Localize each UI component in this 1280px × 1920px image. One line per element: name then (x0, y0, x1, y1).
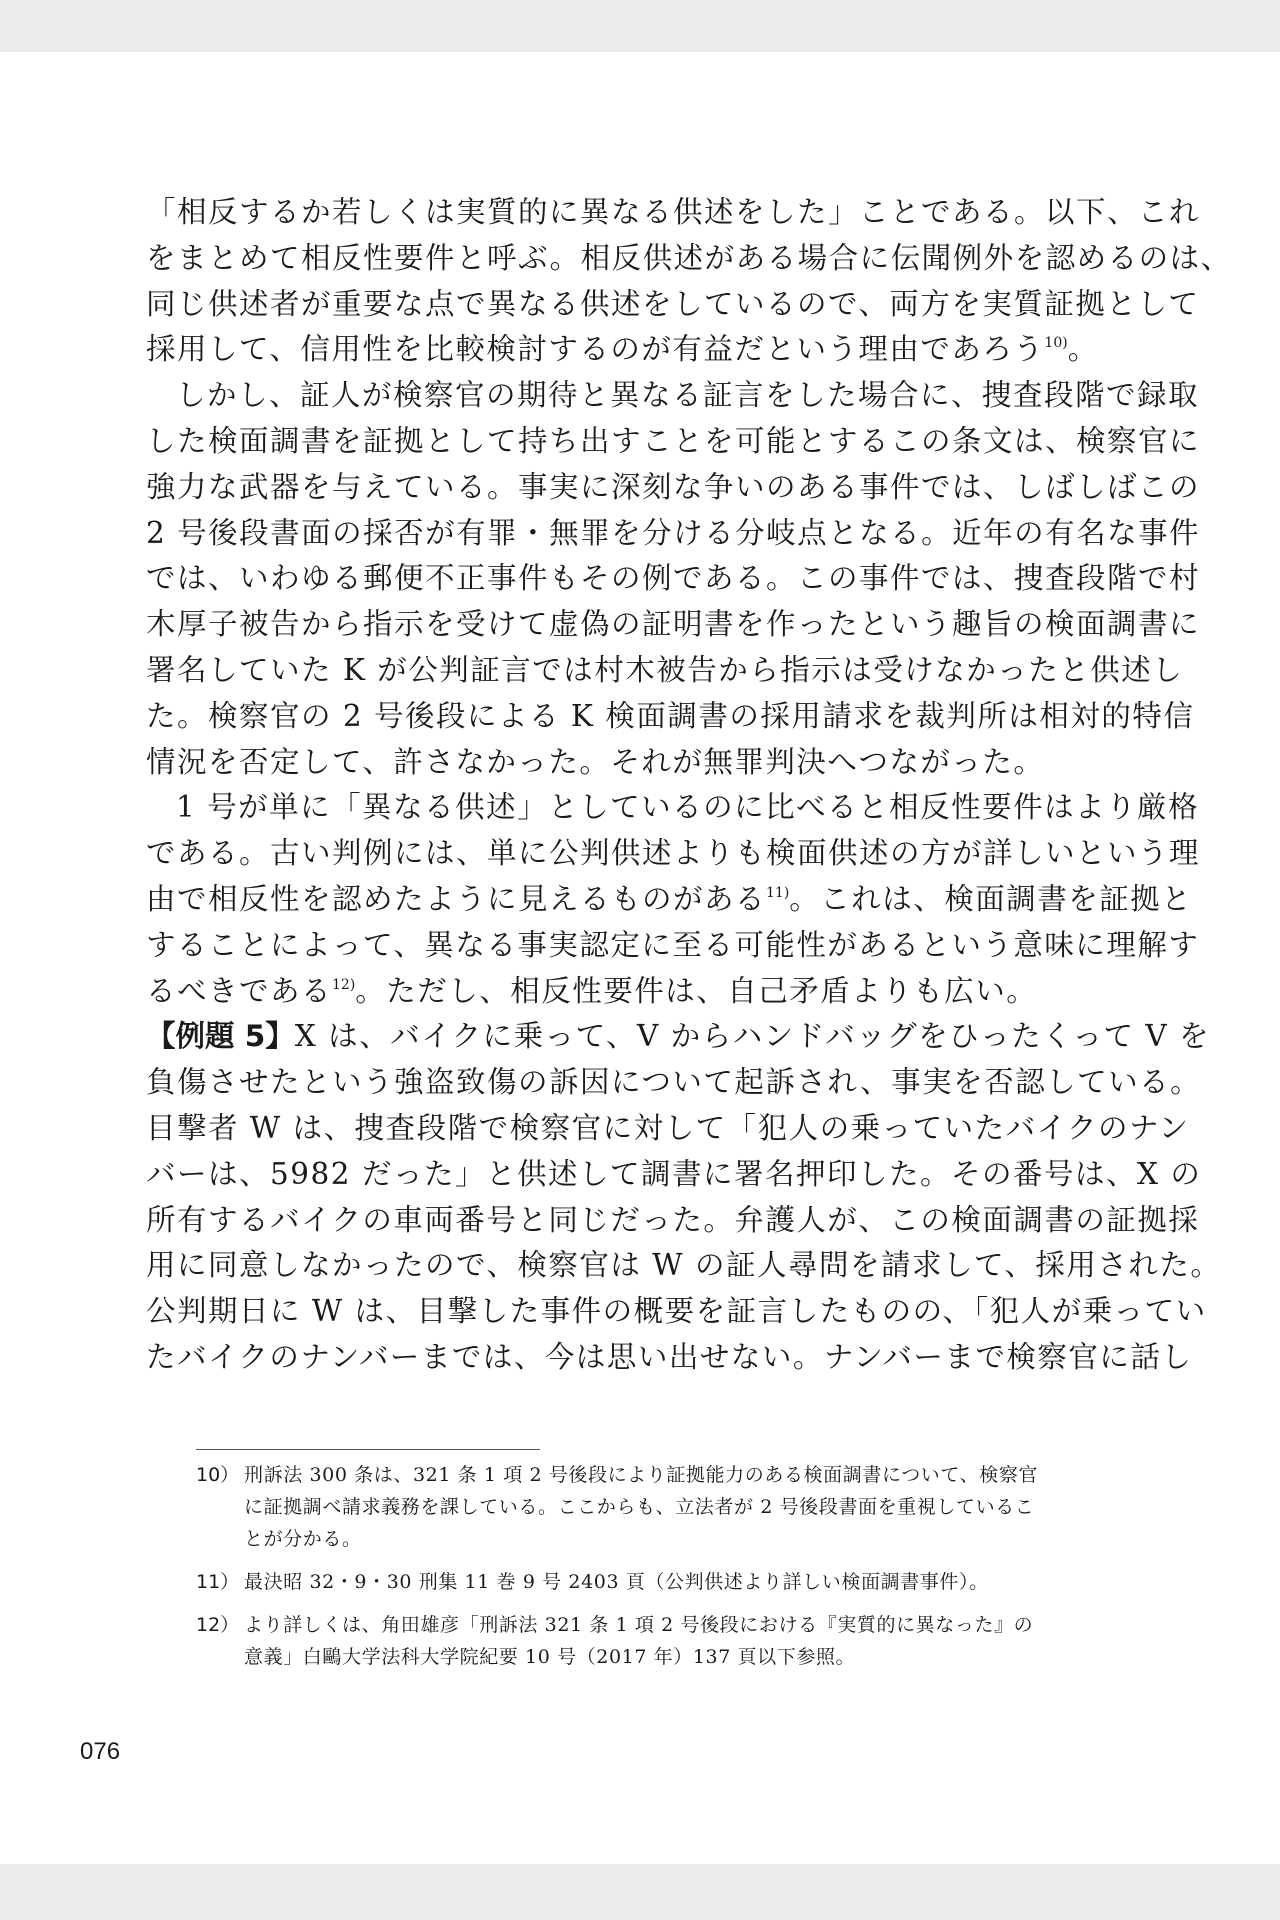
bottom-margin-band (0, 1864, 1280, 1920)
body-line (146, 1106, 1190, 1152)
body-line (146, 740, 1101, 786)
body-line (146, 648, 1184, 694)
footnote-line: 最決昭 32・9・30 刑集 11 巻 9 号 2403 頁（公判供述より詳しい検面調書事件）。 (244, 1571, 989, 1593)
body-line (146, 556, 1201, 602)
body-line-text-after: 。ただし、相反性要件は、自己矛盾よりも広い。 (355, 973, 1038, 1008)
example-tag: 【例題 5】 (146, 1019, 295, 1054)
body-line-text: るべきである (146, 973, 333, 1008)
body-line-text-after: 。これは、検面調書を証拠と (789, 881, 1193, 916)
body-line-text: 1 号が単に「異なる供述」としているのに比べると相反性要件はより厳格 (176, 790, 1200, 825)
body-line (146, 236, 1232, 282)
body-line-text: 同じ供述者が重要な点で異なる供述をしているので、両方を実質証拠として (146, 286, 1200, 321)
body-line (146, 1152, 1202, 1198)
body-line-text: 強力な武器を与えている。事実に深刻な争いのある事件では、しばしばこの (146, 469, 1201, 504)
body-line (146, 1289, 1207, 1335)
body-line-text: 公判期日に W は、目撃した事件の概要を証言したものの、「犯人が乗ってい (146, 1294, 1207, 1329)
body-line-text: 署名していた K が公判証言では村木被告から指示は受けなかったと供述し (146, 652, 1184, 687)
footnote-item (196, 1459, 1101, 1555)
body-line (146, 923, 1200, 969)
body-line-text: 「相反するか若しくは実質的に異なる供述をした」ことである。以下、これ (146, 195, 1201, 229)
body-line-text: 用に同意しなかったので、検察官は W の証人尋問を請求して、採用された。 (146, 1248, 1222, 1283)
body-line (146, 1014, 1211, 1060)
body-line (146, 511, 1201, 557)
body-line (146, 694, 1195, 740)
footnote-number: 11） (196, 1571, 240, 1593)
body-line (146, 1243, 1222, 1289)
footnote-item (196, 1566, 1101, 1598)
body-line-text: 情況を否定して、許さなかった。それが無罪判決へつながった。 (146, 744, 1045, 779)
footnote-line: に証拠調べ請求義務を課している。ここからも、立法者が 2 号後段書面を重視しているこ (244, 1496, 1035, 1518)
footnote-divider (196, 1449, 540, 1450)
body-line-text: した検面調書を証拠として持ち出すことを可能とするこの条文は、検察官に (146, 423, 1201, 458)
top-margin-band (0, 0, 1280, 52)
footnote-number: 10） (196, 1464, 240, 1486)
body-line (146, 877, 1193, 923)
footnote-reference[interactable]: 12) (332, 976, 356, 993)
body-line (146, 465, 1201, 511)
page-number: 076 (80, 1738, 121, 1765)
footnote-number: 12） (196, 1614, 240, 1636)
body-line (146, 969, 1101, 1015)
body-line (146, 282, 1200, 328)
body-line-text: X は、バイクに乗って、V からハンドバッグをひったくって V を (294, 1019, 1211, 1054)
footnote-reference[interactable]: 10) (1044, 335, 1068, 352)
body-line-text: では、いわゆる郵便不正事件もその例である。この事件では、捜査段階で村 (146, 561, 1201, 596)
body-line (146, 1060, 1202, 1106)
body-line-text: 目撃者 W は、捜査段階で検察官に対して「犯人の乗っていたバイクのナン (146, 1110, 1190, 1145)
body-line (146, 190, 1201, 236)
body-line (146, 327, 1101, 373)
body-line-text: である。古い判例には、単に公判供述よりも検面供述の方が詳しいという理 (146, 836, 1201, 871)
body-text (146, 190, 1232, 1381)
body-line-text: しかし、証人が検察官の期待と異なる証言をした場合に、捜査段階で録取 (176, 378, 1200, 413)
body-line (146, 373, 1200, 419)
body-line (146, 602, 1201, 648)
footnotes (196, 1459, 1101, 1684)
footnote-line: 意義」白鷗大学法科大学院紀要 10 号（2017 年）137 頁以下参照。 (244, 1646, 856, 1668)
body-line (146, 1335, 1193, 1381)
body-line (146, 1198, 1200, 1244)
footnote-item (196, 1609, 1101, 1673)
footnote-line: 刑訴法 300 条は、321 条 1 項 2 号後段により証拠能力のある検面調書について、検察官 (244, 1464, 1039, 1486)
body-line-text: バーは、5982 だった」と供述して調書に署名押印した。その番号は、X の (146, 1156, 1202, 1191)
body-line-text: をまとめて相反性要件と呼ぶ。相反供述がある場合に伝聞例外を認めるのは、 (146, 240, 1232, 275)
body-line-text: することによって、異なる事実認定に至る可能性があるという意味に理解す (146, 927, 1200, 962)
body-line-text: 2 号後段書面の採否が有罪・無罪を分ける分岐点となる。近年の有名な事件 (146, 515, 1201, 550)
body-line-text-after: 。 (1067, 332, 1099, 367)
footnote-line: とが分かる。 (244, 1528, 362, 1550)
footnote-reference[interactable]: 11) (766, 884, 790, 901)
body-line (146, 419, 1201, 465)
footnote-line: より詳しくは、角田雄彦「刑訴法 321 条 1 項 2 号後段における『実質的に異なった』の (244, 1614, 1034, 1636)
body-line (146, 831, 1201, 877)
body-line-text: 由で相反性を認めたように見えるものがある (146, 881, 767, 916)
body-line-text: 負傷させたという強盗致傷の訴因について起訴され、事実を否認している。 (146, 1065, 1202, 1100)
body-line-text: 木厚子被告から指示を受けて虚偽の証明書を作ったという趣旨の検面調書に (146, 607, 1201, 642)
body-line-text: 所有するバイクの車両番号と同じだった。弁護人が、この検面調書の証拠採 (146, 1202, 1200, 1237)
body-line-text: た。検察官の 2 号後段による K 検面調書の採用請求を裁判所は相対的特信 (146, 698, 1195, 733)
body-line-text: 採用して、信用性を比較検討するのが有益だという理由であろう (146, 332, 1045, 367)
body-line-text: たバイクのナンバーまでは、今は思い出せない。ナンバーまで検察官に話し (146, 1339, 1193, 1374)
body-line (146, 785, 1200, 831)
